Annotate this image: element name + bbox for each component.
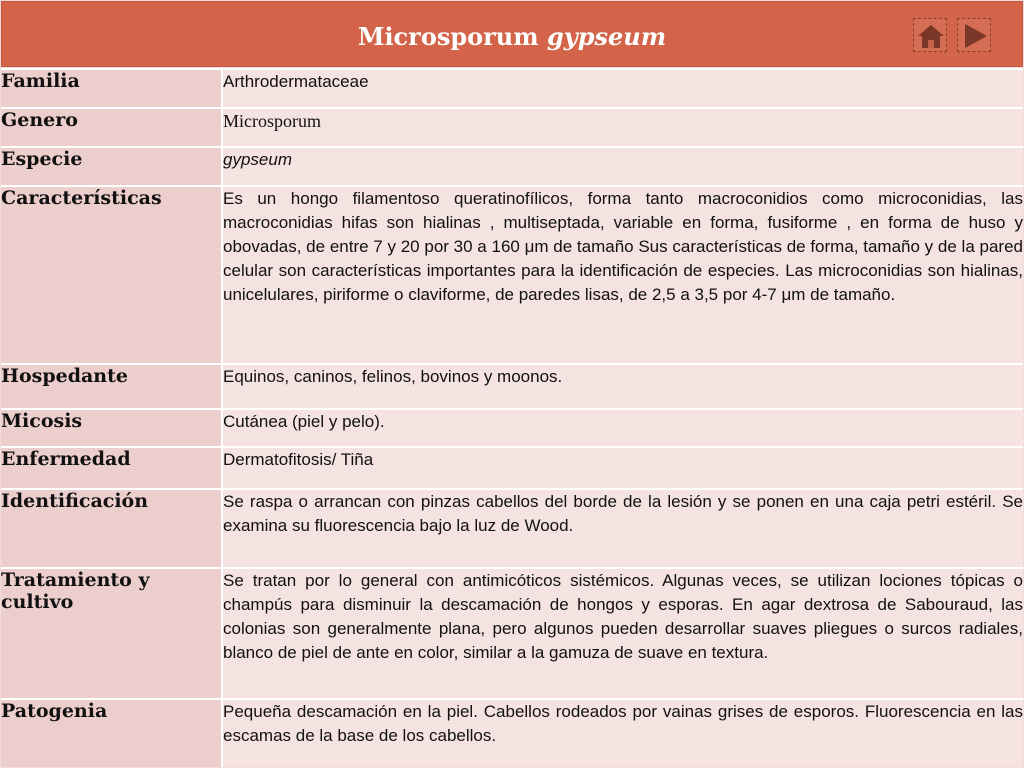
table-row	[1, 147, 1023, 186]
table-row	[1, 69, 1023, 108]
row-value: gypseum	[222, 147, 1023, 186]
table-row	[1, 489, 1023, 568]
title-species: gypseum	[546, 22, 667, 51]
table-row	[1, 409, 1023, 447]
row-value: Se raspa o arrancan con pinzas cabellos del borde de la lesión y se ponen en una caja petri estéril. Se examina su fluorescencia bajo la luz de Wood.	[222, 489, 1023, 568]
title-genus: Microsporum	[357, 22, 539, 51]
next-button[interactable]	[957, 18, 991, 52]
page-title	[2, 22, 1022, 51]
row-value: Cutánea (piel y pelo).	[222, 409, 1023, 447]
row-label: Características	[1, 186, 222, 364]
row-value: Dermatofitosis/ Tiña	[222, 447, 1023, 489]
play-next-icon	[958, 19, 992, 53]
table-row	[1, 364, 1023, 409]
table-row	[1, 186, 1023, 364]
table-row	[1, 699, 1023, 767]
title-bar	[1, 1, 1023, 67]
row-value: Pequeña descamación en la piel. Cabellos rodeados por vainas grises de esporos. Fluorescencia en las escamas de la base de los cabellos.	[222, 699, 1023, 767]
row-label: Genero	[1, 108, 222, 147]
row-value: Se tratan por lo general con antimicóticos sistémicos. Algunas veces, se utilizan lociones tópicas o champús para disminuir la descamación de hongos y esporas. En agar dextrosa de Sabouraud, las colonias son generalmente plana, pero algunos pueden desarrollar suaves pliegues o surcos radiales, blanco de piel de ante en color, similar a la gamuza de suave en textura.	[222, 568, 1023, 699]
info-table	[1, 68, 1023, 767]
table-row	[1, 108, 1023, 147]
row-value: Arthrodermataceae	[222, 69, 1023, 108]
table-row	[1, 447, 1023, 489]
row-label: Especie	[1, 147, 222, 186]
row-label: Hospedante	[1, 364, 222, 409]
home-button[interactable]	[913, 18, 947, 52]
row-label: Micosis	[1, 409, 222, 447]
row-value: Equinos, caninos, felinos, bovinos y moonos.	[222, 364, 1023, 409]
row-label: Tratamiento y cultivo	[1, 568, 222, 699]
row-label: Familia	[1, 69, 222, 108]
home-icon	[914, 19, 948, 53]
row-label: Patogenia	[1, 699, 222, 767]
table-row	[1, 568, 1023, 699]
row-label: Enfermedad	[1, 447, 222, 489]
row-value: Microsporum	[222, 108, 1023, 147]
row-value: Es un hongo filamentoso queratinofílicos, forma tanto macroconidios como microconidias, las macroconidias hifas son hialinas , multiseptada, variable en forma, fusiforme , en forma de huso y obovadas, de entre 7 y 20 por 30 a 160 μm de tamaño Sus características de forma, tamaño y de la pared celular son características importantes para la identificación de especies. Las microconidias son hialinas, unicelulares, piriforme o claviforme, de paredes lisas, de 2,5 a 3,5 por 4-7 μm de tamaño.	[222, 186, 1023, 364]
row-label: Identificación	[1, 489, 222, 568]
